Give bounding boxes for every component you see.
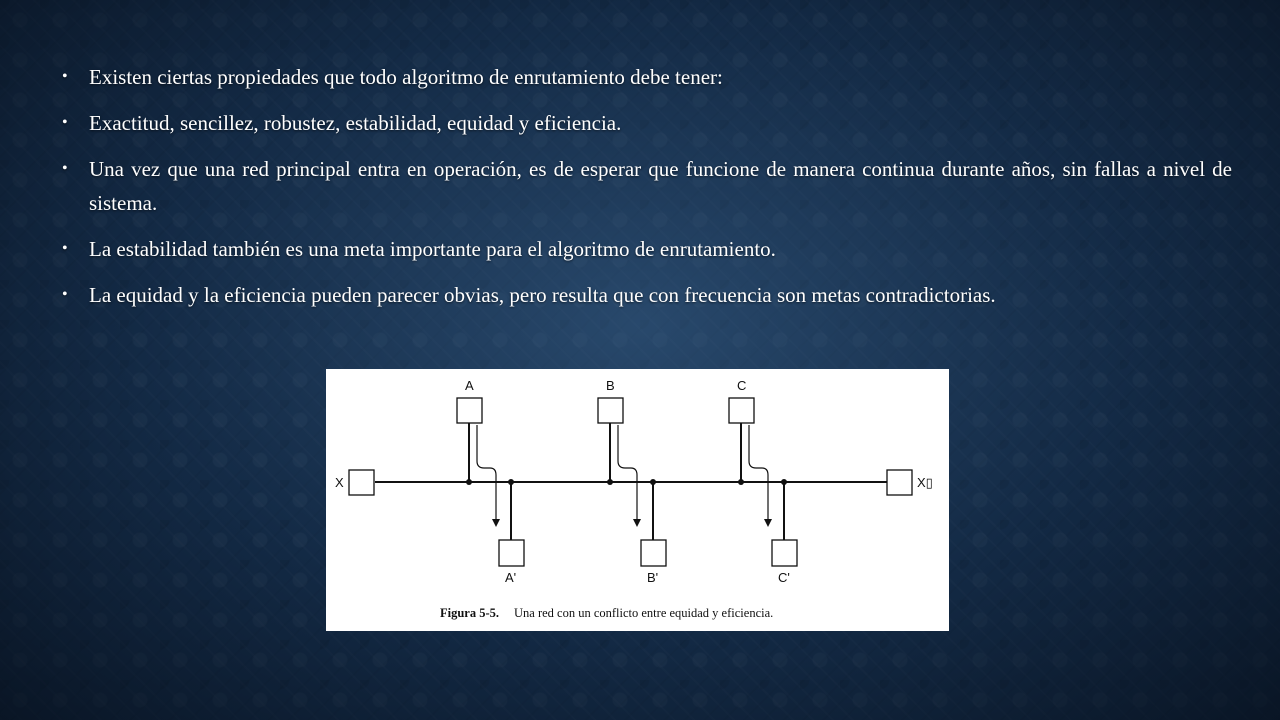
node-c-label: C xyxy=(737,378,747,393)
figure-caption-text: Una red con un conflicto entre equidad y eficiencia. xyxy=(514,606,774,620)
node-b-prime xyxy=(641,540,666,566)
bullet-item xyxy=(62,106,1232,140)
bullet-dot: • xyxy=(62,240,68,257)
bullet-text: Una vez que una red principal entra en operación, es de esperar que funcione de manera continua durante años, sin fallas a nivel de sistema. xyxy=(89,157,1232,215)
bullet-dot: • xyxy=(62,286,68,303)
bullet-item xyxy=(62,152,1232,220)
node-c xyxy=(729,398,754,423)
node-x-prime xyxy=(887,470,912,495)
node-a-prime xyxy=(499,540,524,566)
bullet-item xyxy=(62,278,1232,312)
junction-a-prime xyxy=(508,479,514,485)
junction-b-prime xyxy=(650,479,656,485)
bullet-item xyxy=(62,232,1232,266)
node-x-label: X xyxy=(335,475,344,490)
bullet-text: La equidad y la eficiencia pueden parecer obvias, pero resulta que con frecuencia son metas contradictorias. xyxy=(89,283,996,307)
bullet-text: Existen ciertas propiedades que todo algoritmo de enrutamiento debe tener: xyxy=(89,65,723,89)
node-b-label: B xyxy=(606,378,615,393)
bullet-list xyxy=(62,60,1232,324)
node-a xyxy=(457,398,482,423)
bullet-text: La estabilidad también es una meta importante para el algoritmo de enrutamiento. xyxy=(89,237,776,261)
junction-a xyxy=(466,479,472,485)
junction-c-prime xyxy=(781,479,787,485)
network-diagram xyxy=(326,369,949,631)
bullet-dot: • xyxy=(62,68,68,85)
node-c-prime xyxy=(772,540,797,566)
node-a-prime-label: A' xyxy=(505,570,517,585)
node-a-label: A xyxy=(465,378,474,393)
junction-b xyxy=(607,479,613,485)
node-x xyxy=(349,470,374,495)
node-x-prime-label: X▯ xyxy=(917,475,933,490)
node-b xyxy=(598,398,623,423)
junction-c xyxy=(738,479,744,485)
bullet-dot: • xyxy=(62,160,68,177)
figure-caption-label: Figura 5-5. xyxy=(440,606,500,620)
flow-arrow-c xyxy=(749,425,768,523)
bullet-dot: • xyxy=(62,114,68,131)
node-c-prime-label: C' xyxy=(778,570,790,585)
flow-arrow-b xyxy=(618,425,637,523)
bullet-item xyxy=(62,60,1232,94)
node-b-prime-label: B' xyxy=(647,570,659,585)
network-figure xyxy=(326,369,949,631)
flow-arrow-a xyxy=(477,425,496,523)
bullet-text: Exactitud, sencillez, robustez, estabilidad, equidad y eficiencia. xyxy=(89,111,622,135)
